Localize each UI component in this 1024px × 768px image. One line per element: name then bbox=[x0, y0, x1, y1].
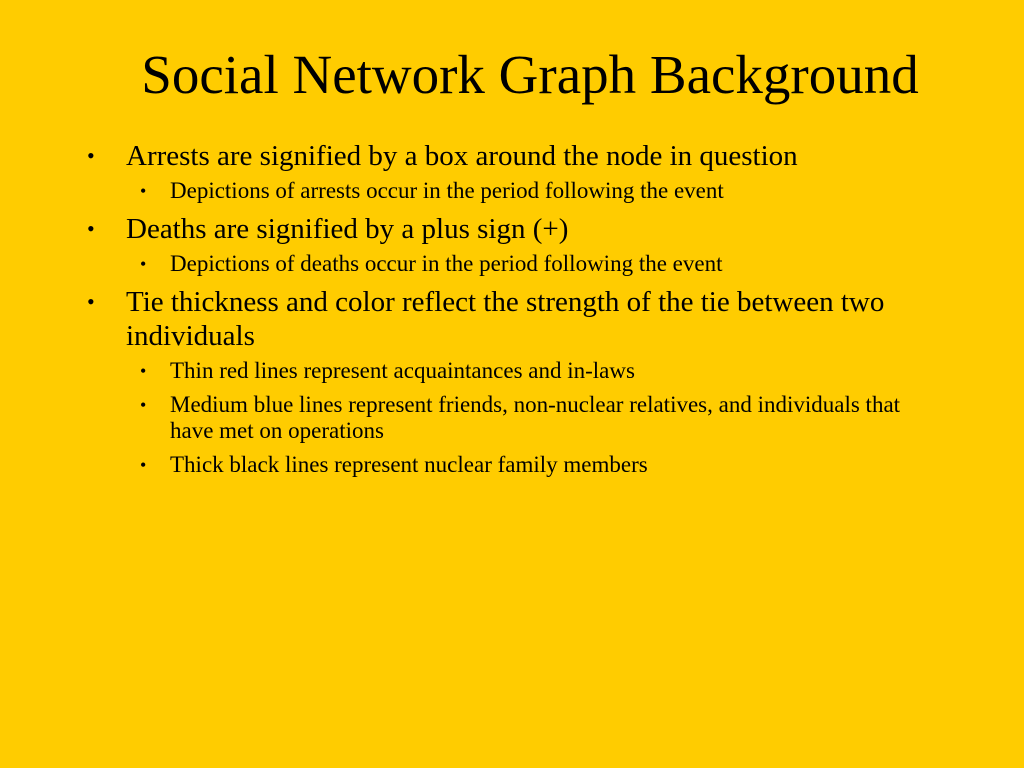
sub-bullet-icon: • bbox=[140, 455, 147, 475]
sub-bullet-list bbox=[86, 251, 946, 277]
bullet-icon: • bbox=[87, 143, 95, 168]
slide-title: Social Network Graph Background bbox=[141, 44, 919, 105]
sub-bullet-list bbox=[86, 178, 946, 204]
sub-bullet-icon: • bbox=[140, 254, 147, 274]
sub-bullet-text: Thick black lines represent nuclear family members bbox=[170, 452, 648, 477]
bullet-text: Arrests are signified by a box around the node in question bbox=[126, 140, 798, 172]
sub-bullet-item bbox=[86, 178, 946, 204]
sub-bullet-item bbox=[86, 358, 946, 384]
sub-bullet-item bbox=[86, 251, 946, 277]
sub-bullet-text: Depictions of deaths occur in the period following the event bbox=[170, 251, 723, 276]
sub-bullet-item bbox=[86, 452, 946, 478]
sub-bullet-list bbox=[86, 358, 946, 478]
bullet-item bbox=[86, 285, 946, 353]
bullet-icon: • bbox=[87, 289, 95, 314]
sub-bullet-icon: • bbox=[140, 395, 147, 415]
sub-bullet-text: Depictions of arrests occur in the period following the event bbox=[170, 178, 724, 203]
sub-bullet-icon: • bbox=[140, 361, 147, 381]
sub-bullet-text: Thin red lines represent acquaintances and in-laws bbox=[170, 358, 635, 383]
bullet-item bbox=[86, 212, 946, 246]
sub-bullet-item bbox=[86, 392, 946, 444]
sub-bullet-icon: • bbox=[140, 181, 147, 201]
bullet-item bbox=[86, 139, 946, 173]
bullet-text: Tie thickness and color reflect the strength of the tie between two individuals bbox=[126, 286, 885, 352]
bullet-icon: • bbox=[87, 216, 95, 241]
bullet-text: Deaths are signified by a plus sign (+) bbox=[126, 213, 569, 245]
bullet-list bbox=[86, 139, 946, 486]
sub-bullet-text: Medium blue lines represent friends, non-nuclear relatives, and individuals that have met on operations bbox=[170, 392, 901, 443]
